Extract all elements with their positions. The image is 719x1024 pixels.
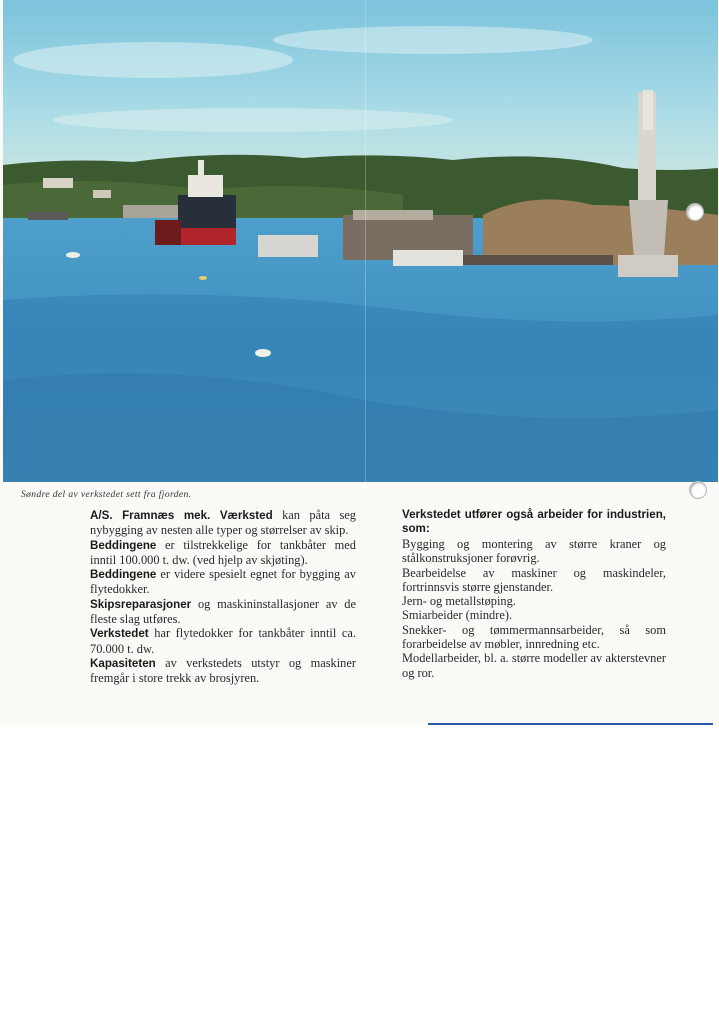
paragraph bbox=[90, 656, 356, 686]
paragraph-text: kan påta seg nybygging av nesten alle typer og størrelser av skip. bbox=[90, 508, 357, 538]
paragraph bbox=[90, 567, 356, 597]
paragraph-lead: Skipsreparasjoner bbox=[90, 597, 192, 611]
paragraph-lead: Verkstedet bbox=[90, 627, 149, 641]
paragraph-text: er tilstrekkelige for tankbåter med inntil 100.000 t. dw. (ved hjelp av skjøting). bbox=[90, 537, 356, 567]
paragraph-text: har flytedokker for tankbåter inntil ca. 70.000 t. dw. bbox=[90, 626, 356, 656]
list-item: Modellarbeider, bl. a. større modeller av akterstevner og ror. bbox=[402, 651, 666, 680]
left-column bbox=[90, 508, 356, 686]
paragraph-lead: A/S. Framnæs mek. Værksted bbox=[90, 509, 273, 522]
list-item: Jern- og metallstøping. bbox=[402, 594, 516, 609]
edge-stripe bbox=[428, 723, 713, 725]
paragraph-text: er videre spesielt egnet for bygging av flytedokker. bbox=[90, 567, 356, 597]
list-item: Smiarbeider (mindre). bbox=[402, 608, 513, 623]
list-item: Bearbeidelse av maskiner og maskindeler, fortrinnsvis større gjenstander. bbox=[402, 565, 666, 594]
paragraph bbox=[90, 626, 356, 656]
paragraph-text: og maskininstallasjoner av de fleste slag utføres. bbox=[90, 596, 356, 627]
paragraph bbox=[90, 508, 356, 538]
right-column bbox=[402, 508, 666, 680]
punch-hole bbox=[689, 481, 707, 499]
photo-caption: Søndre del av verkstedet sett fra fjorden. bbox=[21, 490, 192, 500]
paragraph bbox=[90, 597, 356, 627]
paragraph-lead: Kapasiteten bbox=[90, 656, 156, 670]
punch-hole bbox=[686, 203, 704, 221]
list-item: Bygging og montering av større kraner og stålkonstruksjoner forøvrig. bbox=[402, 537, 666, 566]
harbor-photo bbox=[3, 0, 718, 482]
paragraph-lead: Beddingene bbox=[90, 538, 157, 552]
section-heading: Verkstedet utfører også arbeider for industrien, som: bbox=[402, 508, 666, 535]
paragraph-text: av verkstedets utstyr og maskiner fremgår i store trekk av brosjyren. bbox=[90, 655, 356, 686]
paragraph-lead: Beddingene bbox=[90, 568, 157, 582]
list-item: Snekker- og tømmermannsarbeider, så som forarbeidelse av møbler, innredning etc. bbox=[402, 622, 666, 652]
paragraph bbox=[90, 538, 356, 568]
fold-line bbox=[365, 0, 366, 725]
